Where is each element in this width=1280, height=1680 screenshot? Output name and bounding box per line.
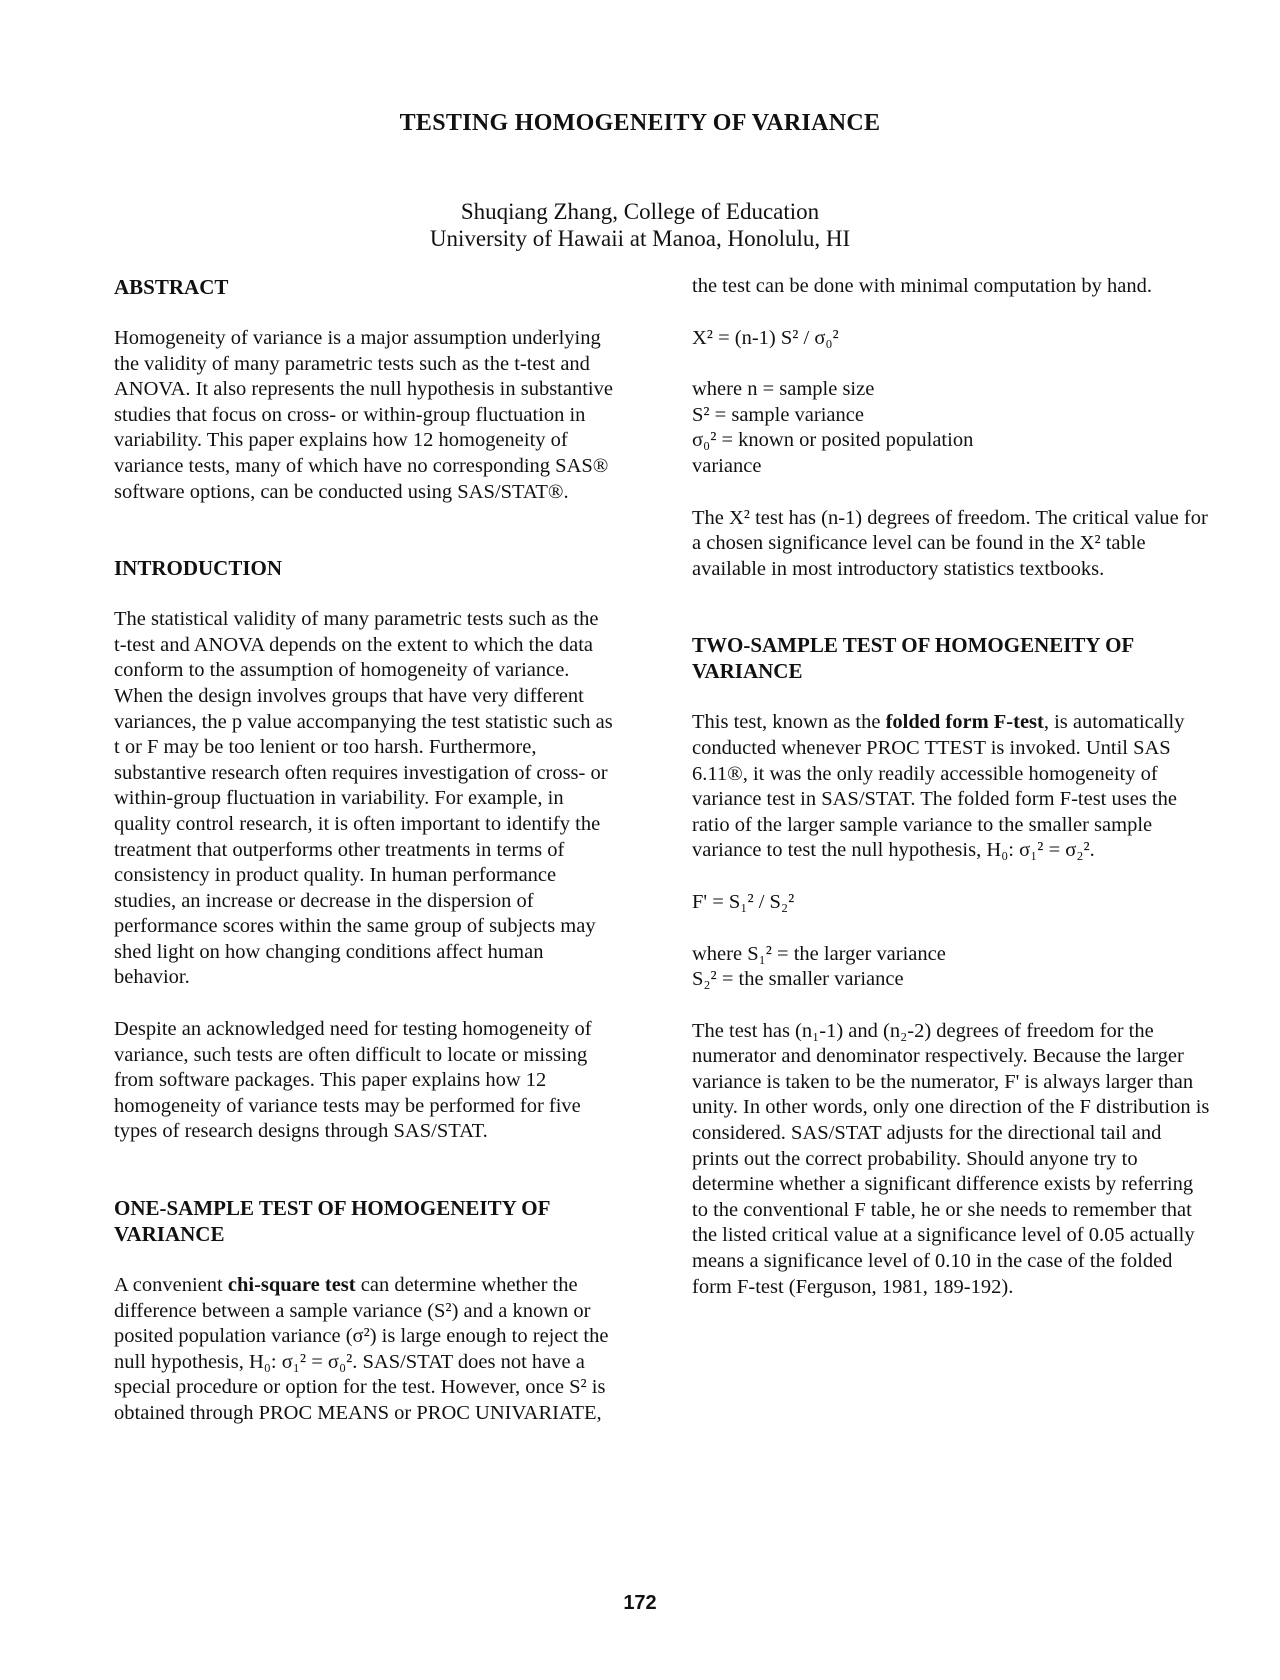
where-n: where n = sample size [692,378,875,401]
where-sigma-cont: variance [692,454,762,477]
where-s2-smaller: S₂² = the smaller variance [692,968,904,991]
introduction-paragraph-2: Despite an acknowledged need for testing homogeneity of variance, such tests are often difficult to locate or missing from software packages. This paper explains how 12 homogeneity of variance tests may be performed for five types of research designs through SAS/STAT. [114,1018,592,1143]
two-sample-text-b: , is automatically conducted whenever PROC TTEST is invoked. Until SAS 6.11®, it was the only readily accessible homogeneity of variance test in SAS/STAT. The folded form F-test uses the ratio of the larger sample variance to the smaller sample variance to test the null hypothesis, H₀: σ₁² = σ₂². [692,711,1185,862]
where-sigma: σ₀² = known or posited population [692,429,974,452]
left-column [114,274,614,1427]
two-sample-text-a: This test, known as the [692,711,886,734]
two-sample-paragraph [692,710,1212,864]
one-sample-heading: ONE-SAMPLE TEST OF HOMOGENEITY OF VARIANCE [114,1196,550,1247]
where-s2: S² = sample variance [692,403,864,426]
right-column [692,274,1212,1300]
one-sample-paragraph [114,1273,614,1427]
folded-f-term: folded form F-test [885,711,1044,734]
continued-text: the test can be done with minimal computation by hand. [692,275,1153,297]
f-test-text: The test has (n₁-1) and (n₂-2) degrees of freedom for the numerator and denominator respectively. Because the larger variance is taken to be the numerator, F' is always larger than unity. In other words, only one direction of the F distribution is considered. SAS/STAT adjusts for the directional tail and prints out the correct probability. Should anyone try to determine whether a significant difference exists by referring to the conventional F table, he or she needs to remember that the listed critical value at a significance level of 0.05 actually means a significance level of 0.10 in the case of the folded form F-test (Ferguson, 1981, 189-192). [692,1019,1210,1298]
page-number: 172 [623,1592,657,1614]
chi-square-term: chi-square test [227,1274,356,1297]
two-sample-heading: TWO-SAMPLE TEST OF HOMOGENEITY OF VARIANCE [692,633,1134,684]
abstract-heading: ABSTRACT [114,275,229,299]
f-equation: F' = S₁² / S₂² [692,890,795,913]
chi-square-equation: X² = (n-1) S² / σ₀² [692,326,839,349]
introduction-heading: INTRODUCTION [114,556,283,581]
abstract-text: Homogeneity of variance is a major assumption underlying the validity of many parametric tests such as the t-test and ANOVA. It also represents the null hypothesis in substantive studies that focus on cross- or within-group fluctuation in variability. This paper explains how 12 homogeneity of variance tests, many of which have no corresponding SAS® software options, can be conducted using SAS/STAT®. [114,327,613,503]
one-sample-text-a: A convenient [114,1274,228,1297]
affiliation-line: University of Hawaii at Manoa, Honolulu, HI [429,226,851,251]
introduction-paragraph-1: The statistical validity of many parametric tests such as the t-test and ANOVA depends on the extent to which the data conform to the assumption of homogeneity of variance. When the design involves groups that have very different variances, the p value accompanying the test statistic such as t or F may be too lenient or too harsh. Furthermore, substantive research often requires investigation of cross- or within-group fluctuation in variability. For example, in quality control research, it is often important to identify the treatment that outperforms other treatments in terms of consistency in product quality. In human performance studies, an increase or decrease in the dispersion of performance scores within the same group of subjects may shed light on how changing conditions affect human behavior. [114,608,613,989]
paper-title: TESTING HOMOGENEITY OF VARIANCE [399,110,881,136]
one-sample-text-b: can determine whether the difference between a sample variance (S²) and a known or posited population variance (σ²) is large enough to reject the null hypothesis, H₀: σ₁² = σ₀². SAS/STAT does not have a special procedure or option for the test. However, once S² is obtained through PROC MEANS or PROC UNIVARIATE, [114,1274,609,1424]
author-line: Shuqiang Zhang, College of Education [460,199,820,224]
chi-df-text: The X² test has (n-1) degrees of freedom. The critical value for a chosen significance level can be found in the X² table available in most introductory statistics textbooks. [692,506,1208,580]
author-block [0,198,1280,252]
where-s1: where S₁² = the larger variance [692,942,946,965]
